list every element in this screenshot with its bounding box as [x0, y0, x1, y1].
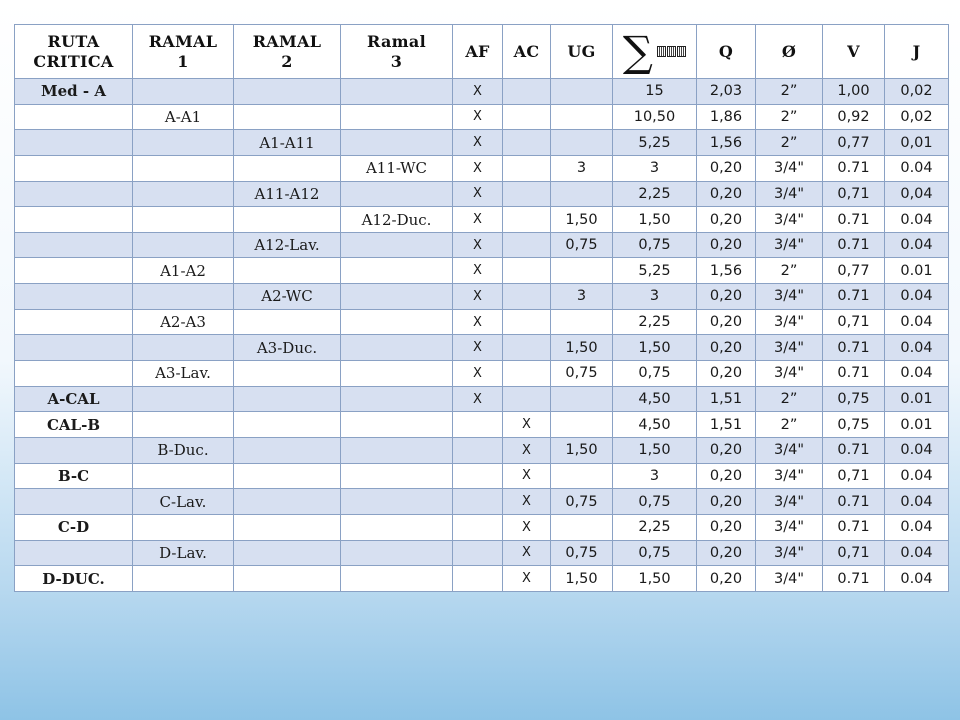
- header-line-1: Q: [718, 41, 734, 61]
- cell-j: 0.04: [885, 207, 949, 233]
- cell-diameter: 3/4": [756, 437, 823, 463]
- cell-j: 0.04: [885, 437, 949, 463]
- header-line-1: RAMAL: [252, 31, 322, 51]
- cell-ramal-1: A2-A3: [133, 309, 234, 335]
- cell-sum: 0,75: [613, 361, 697, 387]
- table-row: [15, 361, 949, 387]
- cell-ac: [503, 130, 551, 156]
- cell-ramal-2: [234, 540, 341, 566]
- cell-v: 0,77: [823, 258, 885, 284]
- cell-ac: [503, 207, 551, 233]
- table-row: [15, 155, 949, 181]
- cell-j: 0.04: [885, 155, 949, 181]
- cell-v: 0.71: [823, 514, 885, 540]
- cell-ruta-critica: [15, 335, 133, 361]
- cell-q: 0,20: [697, 361, 756, 387]
- cell-ramal-2: [234, 437, 341, 463]
- cell-ramal-2: A11-A12: [234, 181, 341, 207]
- header-sum: [613, 25, 697, 79]
- cell-q: 2,03: [697, 79, 756, 105]
- tramos-table: [14, 24, 949, 592]
- cell-ramal-1: [133, 232, 234, 258]
- cell-j: 0.04: [885, 566, 949, 592]
- cell-af: X: [453, 181, 503, 207]
- cell-ramal-2: A1-A11: [234, 130, 341, 156]
- cell-ac: [503, 79, 551, 105]
- header-ramal-1: [133, 25, 234, 79]
- header-line-2: 2: [281, 51, 293, 71]
- cell-ac: [503, 284, 551, 310]
- cell-ramal-3: [341, 437, 453, 463]
- table-body: [15, 79, 949, 592]
- cell-ug: 0,75: [551, 540, 613, 566]
- cell-j: 0.04: [885, 335, 949, 361]
- cell-ruta-critica: [15, 284, 133, 310]
- cell-af: X: [453, 207, 503, 233]
- cell-ruta-critica: [15, 309, 133, 335]
- table-row: [15, 181, 949, 207]
- cell-af: [453, 489, 503, 515]
- header-line-1: J: [912, 41, 921, 61]
- header-line-1: Ø: [781, 41, 797, 61]
- cell-ac: X: [503, 437, 551, 463]
- cell-q: 0,20: [697, 155, 756, 181]
- table-row: [15, 540, 949, 566]
- cell-ruta-critica: Med - A: [15, 79, 133, 105]
- cell-ug: 3: [551, 155, 613, 181]
- cell-diameter: 2”: [756, 130, 823, 156]
- cell-v: 0.71: [823, 361, 885, 387]
- cell-ac: [503, 232, 551, 258]
- cell-ramal-2: [234, 386, 341, 412]
- table-row: [15, 514, 949, 540]
- cell-ramal-1: B-Duc.: [133, 437, 234, 463]
- cell-ramal-2: [234, 258, 341, 284]
- cell-v: 0,75: [823, 412, 885, 438]
- cell-q: 0,20: [697, 181, 756, 207]
- cell-ramal-3: [341, 412, 453, 438]
- header-ramal-3: [341, 25, 453, 79]
- cell-af: X: [453, 335, 503, 361]
- cell-af: [453, 463, 503, 489]
- sigma-summation-icon: [622, 26, 686, 76]
- cell-sum: 3: [613, 155, 697, 181]
- cell-ramal-2: [234, 79, 341, 105]
- cell-ramal-3: [341, 284, 453, 310]
- table-row: [15, 566, 949, 592]
- cell-diameter: 3/4": [756, 207, 823, 233]
- header-line-1: Ramal: [367, 31, 426, 51]
- cell-af: X: [453, 309, 503, 335]
- cell-ug: 3: [551, 284, 613, 310]
- header-ac: [503, 25, 551, 79]
- cell-ramal-3: [341, 79, 453, 105]
- cell-ramal-3: [341, 540, 453, 566]
- table-row: [15, 463, 949, 489]
- cell-q: 0,20: [697, 232, 756, 258]
- cell-sum: 0,75: [613, 489, 697, 515]
- cell-af: [453, 437, 503, 463]
- cell-ramal-2: [234, 361, 341, 387]
- cell-af: X: [453, 284, 503, 310]
- cell-j: 0.01: [885, 258, 949, 284]
- header-sum-label: ∑: [622, 26, 654, 76]
- cell-ramal-1: [133, 284, 234, 310]
- cell-j: 0,01: [885, 130, 949, 156]
- header-line-2: CRITICA: [33, 51, 114, 71]
- header-j: [885, 25, 949, 79]
- cell-ug: [551, 130, 613, 156]
- cell-j: 0.01: [885, 412, 949, 438]
- missing-glyph-box: [677, 46, 686, 57]
- cell-sum: 2,25: [613, 309, 697, 335]
- cell-v: 0,71: [823, 181, 885, 207]
- cell-ramal-2: A2-WC: [234, 284, 341, 310]
- cell-q: 0,20: [697, 207, 756, 233]
- cell-q: 0,20: [697, 309, 756, 335]
- missing-glyph-box: [667, 46, 676, 57]
- cell-ramal-2: [234, 207, 341, 233]
- cell-ruta-critica: [15, 232, 133, 258]
- cell-v: 0.71: [823, 489, 885, 515]
- cell-ramal-2: [234, 412, 341, 438]
- cell-ramal-1: [133, 207, 234, 233]
- cell-af: X: [453, 155, 503, 181]
- cell-v: 0,71: [823, 540, 885, 566]
- cell-ramal-1: [133, 386, 234, 412]
- cell-ruta-critica: [15, 540, 133, 566]
- cell-q: 1,86: [697, 104, 756, 130]
- cell-ug: [551, 412, 613, 438]
- table-row: [15, 386, 949, 412]
- cell-sum: 3: [613, 463, 697, 489]
- cell-ruta-critica: [15, 181, 133, 207]
- cell-ramal-1: A1-A2: [133, 258, 234, 284]
- cell-ruta-critica: C-D: [15, 514, 133, 540]
- header-line-1: AC: [513, 41, 540, 61]
- cell-ac: [503, 104, 551, 130]
- cell-q: 0,20: [697, 489, 756, 515]
- cell-ug: 0,75: [551, 489, 613, 515]
- cell-diameter: 3/4": [756, 155, 823, 181]
- cell-ac: [503, 361, 551, 387]
- cell-j: 0.04: [885, 514, 949, 540]
- cell-v: 0,71: [823, 309, 885, 335]
- header-line-1: RAMAL: [148, 31, 218, 51]
- header-line-1: RUTA: [47, 31, 100, 51]
- cell-diameter: 3/4": [756, 463, 823, 489]
- table-row: [15, 437, 949, 463]
- cell-ac: X: [503, 540, 551, 566]
- table-row: [15, 284, 949, 310]
- header-v: [823, 25, 885, 79]
- cell-ramal-3: [341, 386, 453, 412]
- cell-v: 1,00: [823, 79, 885, 105]
- cell-sum: 2,25: [613, 181, 697, 207]
- cell-ug: [551, 514, 613, 540]
- cell-sum: 5,25: [613, 130, 697, 156]
- cell-sum: 10,50: [613, 104, 697, 130]
- cell-ruta-critica: [15, 104, 133, 130]
- cell-ac: [503, 309, 551, 335]
- cell-ac: X: [503, 412, 551, 438]
- cell-v: 0.71: [823, 566, 885, 592]
- cell-ug: [551, 181, 613, 207]
- missing-glyph-icon: [657, 46, 686, 57]
- cell-j: 0,02: [885, 104, 949, 130]
- header-ug: [551, 25, 613, 79]
- cell-q: 1,56: [697, 258, 756, 284]
- cell-sum: 1,50: [613, 335, 697, 361]
- cell-ac: [503, 335, 551, 361]
- cell-diameter: 3/4": [756, 284, 823, 310]
- cell-ramal-1: C-Lav.: [133, 489, 234, 515]
- cell-sum: 5,25: [613, 258, 697, 284]
- cell-q: 1,51: [697, 386, 756, 412]
- header-q: [697, 25, 756, 79]
- cell-diameter: 3/4": [756, 232, 823, 258]
- cell-af: X: [453, 79, 503, 105]
- cell-j: 0.04: [885, 463, 949, 489]
- cell-ac: [503, 155, 551, 181]
- cell-ruta-critica: [15, 489, 133, 515]
- cell-ramal-2: [234, 514, 341, 540]
- cell-diameter: 2”: [756, 104, 823, 130]
- cell-v: 0,77: [823, 130, 885, 156]
- cell-af: [453, 540, 503, 566]
- cell-j: 0.04: [885, 309, 949, 335]
- cell-ac: X: [503, 489, 551, 515]
- cell-j: 0.04: [885, 284, 949, 310]
- cell-diameter: 3/4": [756, 361, 823, 387]
- cell-ug: 1,50: [551, 437, 613, 463]
- cell-j: 0.04: [885, 232, 949, 258]
- cell-ramal-3: [341, 361, 453, 387]
- table-row: [15, 79, 949, 105]
- cell-ramal-2: [234, 309, 341, 335]
- cell-diameter: 2”: [756, 258, 823, 284]
- cell-ruta-critica: [15, 207, 133, 233]
- cell-ruta-critica: [15, 155, 133, 181]
- cell-diameter: 3/4": [756, 566, 823, 592]
- cell-q: 0,20: [697, 566, 756, 592]
- cell-af: X: [453, 361, 503, 387]
- table-row: [15, 207, 949, 233]
- header-row: [15, 25, 949, 79]
- cell-ruta-critica: B-C: [15, 463, 133, 489]
- cell-sum: 15: [613, 79, 697, 105]
- cell-ramal-3: [341, 181, 453, 207]
- cell-ramal-2: A3-Duc.: [234, 335, 341, 361]
- cell-ruta-critica: CAL-B: [15, 412, 133, 438]
- cell-j: 0,02: [885, 79, 949, 105]
- cell-af: X: [453, 104, 503, 130]
- cell-ramal-1: [133, 566, 234, 592]
- cell-diameter: 3/4": [756, 309, 823, 335]
- cell-ug: 1,50: [551, 566, 613, 592]
- table-header: [15, 25, 949, 79]
- cell-ramal-3: [341, 489, 453, 515]
- cell-af: [453, 566, 503, 592]
- cell-ramal-2: [234, 566, 341, 592]
- cell-ramal-2: [234, 463, 341, 489]
- cell-ramal-3: [341, 463, 453, 489]
- cell-af: [453, 514, 503, 540]
- cell-ramal-1: [133, 181, 234, 207]
- cell-ramal-3: [341, 309, 453, 335]
- tramos-table-sheet: [14, 24, 948, 592]
- cell-ug: [551, 309, 613, 335]
- cell-q: 0,20: [697, 514, 756, 540]
- cell-v: 0.71: [823, 232, 885, 258]
- cell-ramal-3: [341, 335, 453, 361]
- table-row: [15, 258, 949, 284]
- cell-ug: 1,50: [551, 207, 613, 233]
- cell-ramal-1: [133, 463, 234, 489]
- cell-ac: [503, 181, 551, 207]
- cell-ramal-1: [133, 412, 234, 438]
- cell-af: X: [453, 130, 503, 156]
- cell-ac: X: [503, 463, 551, 489]
- cell-ramal-1: A-A1: [133, 104, 234, 130]
- table-row: [15, 412, 949, 438]
- cell-sum: 1,50: [613, 207, 697, 233]
- cell-sum: 0,75: [613, 232, 697, 258]
- cell-sum: 4,50: [613, 386, 697, 412]
- cell-ramal-1: [133, 130, 234, 156]
- cell-ramal-3: [341, 104, 453, 130]
- cell-ug: 1,50: [551, 335, 613, 361]
- cell-af: X: [453, 232, 503, 258]
- cell-diameter: 2”: [756, 386, 823, 412]
- header-ramal-2: [234, 25, 341, 79]
- cell-v: 0.71: [823, 437, 885, 463]
- cell-ramal-3: [341, 130, 453, 156]
- cell-ruta-critica: [15, 361, 133, 387]
- cell-sum: 0,75: [613, 540, 697, 566]
- cell-diameter: 3/4": [756, 514, 823, 540]
- cell-ramal-3: [341, 566, 453, 592]
- cell-ug: [551, 79, 613, 105]
- cell-sum: 4,50: [613, 412, 697, 438]
- header-line-1: AF: [465, 41, 490, 61]
- cell-diameter: 2”: [756, 412, 823, 438]
- cell-v: 0,75: [823, 386, 885, 412]
- cell-ruta-critica: [15, 130, 133, 156]
- cell-af: X: [453, 386, 503, 412]
- cell-diameter: 3/4": [756, 489, 823, 515]
- cell-sum: 1,50: [613, 566, 697, 592]
- header-af: [453, 25, 503, 79]
- cell-af: X: [453, 258, 503, 284]
- cell-diameter: 3/4": [756, 540, 823, 566]
- cell-ramal-1: [133, 514, 234, 540]
- cell-j: 0.04: [885, 361, 949, 387]
- cell-diameter: 3/4": [756, 335, 823, 361]
- header-line-2: 3: [390, 51, 403, 71]
- cell-ac: [503, 386, 551, 412]
- cell-j: 0.04: [885, 489, 949, 515]
- cell-ramal-3: [341, 258, 453, 284]
- cell-sum: 2,25: [613, 514, 697, 540]
- cell-q: 0,20: [697, 463, 756, 489]
- header-ruta-critica: [15, 25, 133, 79]
- cell-sum: 1,50: [613, 437, 697, 463]
- cell-v: 0,71: [823, 463, 885, 489]
- cell-ramal-3: A11-WC: [341, 155, 453, 181]
- header-line-2: 1: [177, 51, 189, 71]
- cell-ramal-1: A3-Lav.: [133, 361, 234, 387]
- cell-v: 0.71: [823, 284, 885, 310]
- cell-af: [453, 412, 503, 438]
- cell-q: 0,20: [697, 284, 756, 310]
- cell-q: 1,51: [697, 412, 756, 438]
- cell-ramal-2: A12-Lav.: [234, 232, 341, 258]
- cell-q: 1,56: [697, 130, 756, 156]
- table-row: [15, 309, 949, 335]
- cell-ramal-2: [234, 104, 341, 130]
- cell-ramal-1: [133, 155, 234, 181]
- cell-diameter: 2”: [756, 79, 823, 105]
- header-line-1: UG: [567, 41, 596, 61]
- cell-q: 0,20: [697, 540, 756, 566]
- header-diameter: [756, 25, 823, 79]
- cell-v: 0,92: [823, 104, 885, 130]
- cell-ac: X: [503, 514, 551, 540]
- cell-q: 0,20: [697, 437, 756, 463]
- cell-ac: X: [503, 566, 551, 592]
- cell-v: 0.71: [823, 207, 885, 233]
- table-row: [15, 130, 949, 156]
- missing-glyph-box: [657, 46, 666, 57]
- cell-ramal-3: A12-Duc.: [341, 207, 453, 233]
- cell-ruta-critica: [15, 258, 133, 284]
- table-row: [15, 489, 949, 515]
- cell-ruta-critica: D-DUC.: [15, 566, 133, 592]
- cell-ug: 0,75: [551, 361, 613, 387]
- cell-j: 0.04: [885, 540, 949, 566]
- cell-j: 0.01: [885, 386, 949, 412]
- cell-ac: [503, 258, 551, 284]
- cell-ramal-1: [133, 79, 234, 105]
- cell-ramal-2: [234, 155, 341, 181]
- cell-q: 0,20: [697, 335, 756, 361]
- cell-ruta-critica: A-CAL: [15, 386, 133, 412]
- cell-ug: [551, 104, 613, 130]
- cell-sum: 3: [613, 284, 697, 310]
- cell-diameter: 3/4": [756, 181, 823, 207]
- cell-v: 0.71: [823, 335, 885, 361]
- cell-v: 0.71: [823, 155, 885, 181]
- cell-ug: [551, 386, 613, 412]
- table-row: [15, 104, 949, 130]
- cell-ramal-3: [341, 232, 453, 258]
- cell-ramal-2: [234, 489, 341, 515]
- table-row: [15, 335, 949, 361]
- cell-ramal-1: D-Lav.: [133, 540, 234, 566]
- cell-ug: [551, 258, 613, 284]
- cell-ug: [551, 463, 613, 489]
- cell-ramal-3: [341, 514, 453, 540]
- header-line-1: V: [847, 41, 860, 61]
- cell-j: 0,04: [885, 181, 949, 207]
- table-row: [15, 232, 949, 258]
- cell-ug: 0,75: [551, 232, 613, 258]
- cell-ruta-critica: [15, 437, 133, 463]
- cell-ramal-1: [133, 335, 234, 361]
